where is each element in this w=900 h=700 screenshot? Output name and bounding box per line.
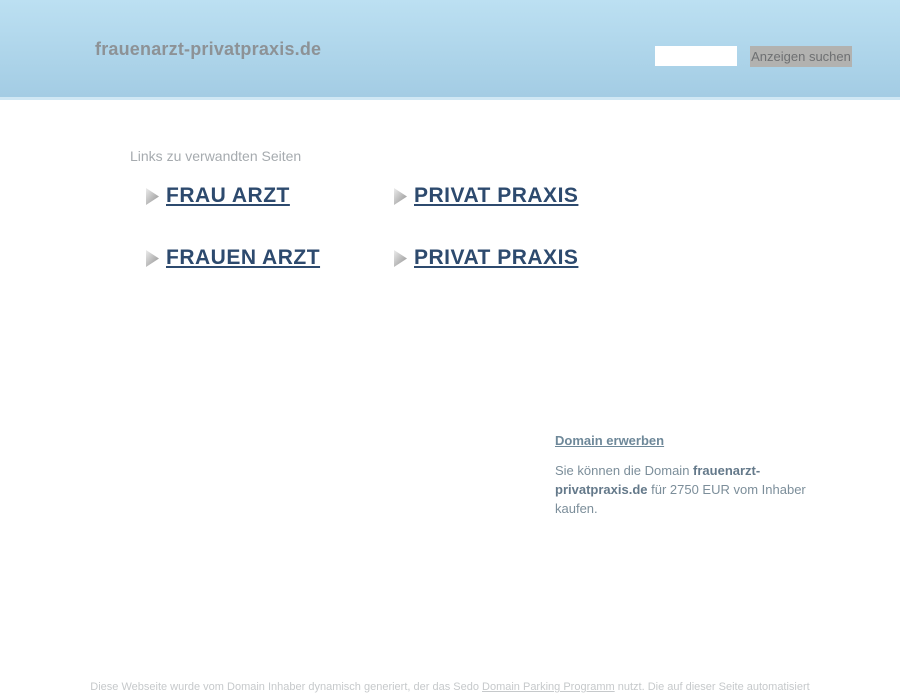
related-link[interactable]: FRAU ARZT <box>166 184 290 207</box>
buy-domain-text <box>555 461 833 518</box>
related-links-grid <box>146 183 578 271</box>
search-input[interactable] <box>655 46 737 66</box>
arrow-right-icon <box>146 250 159 267</box>
footer-text-after: nutzt. Die auf dieser Seite automatisiert <box>614 681 810 693</box>
related-link[interactable]: FRAUEN ARZT <box>166 246 321 269</box>
buy-domain-link[interactable]: Domain erwerben <box>555 433 665 448</box>
related-link[interactable]: PRIVAT PRAXIS <box>414 246 579 269</box>
list-item <box>146 183 394 209</box>
list-item <box>146 245 394 271</box>
arrow-right-icon <box>394 250 407 267</box>
offer-text-after: für 2750 EUR vom Inhaber kaufen. <box>555 482 806 516</box>
related-link[interactable]: PRIVAT PRAXIS <box>414 184 579 207</box>
footer-text-before: Diese Webseite wurde vom Domain Inhaber dynamisch generiert, der das Sedo <box>90 681 483 693</box>
offer-text-before: Sie können die Domain <box>555 463 694 478</box>
arrow-right-icon <box>394 188 407 205</box>
header <box>0 0 900 100</box>
page-title: frauenarzt-privatpraxis.de <box>95 39 322 59</box>
search-button[interactable]: Anzeigen suchen <box>750 46 852 67</box>
offer-domain-name: frauenarzt-privatpraxis.de <box>555 463 761 497</box>
footer <box>0 681 900 693</box>
arrow-right-icon <box>146 188 159 205</box>
list-item <box>394 245 578 271</box>
sedo-parking-program-link[interactable]: Domain Parking Programm <box>482 681 615 693</box>
related-links-heading: Links zu verwandten Seiten <box>130 148 302 164</box>
list-item <box>394 183 578 209</box>
